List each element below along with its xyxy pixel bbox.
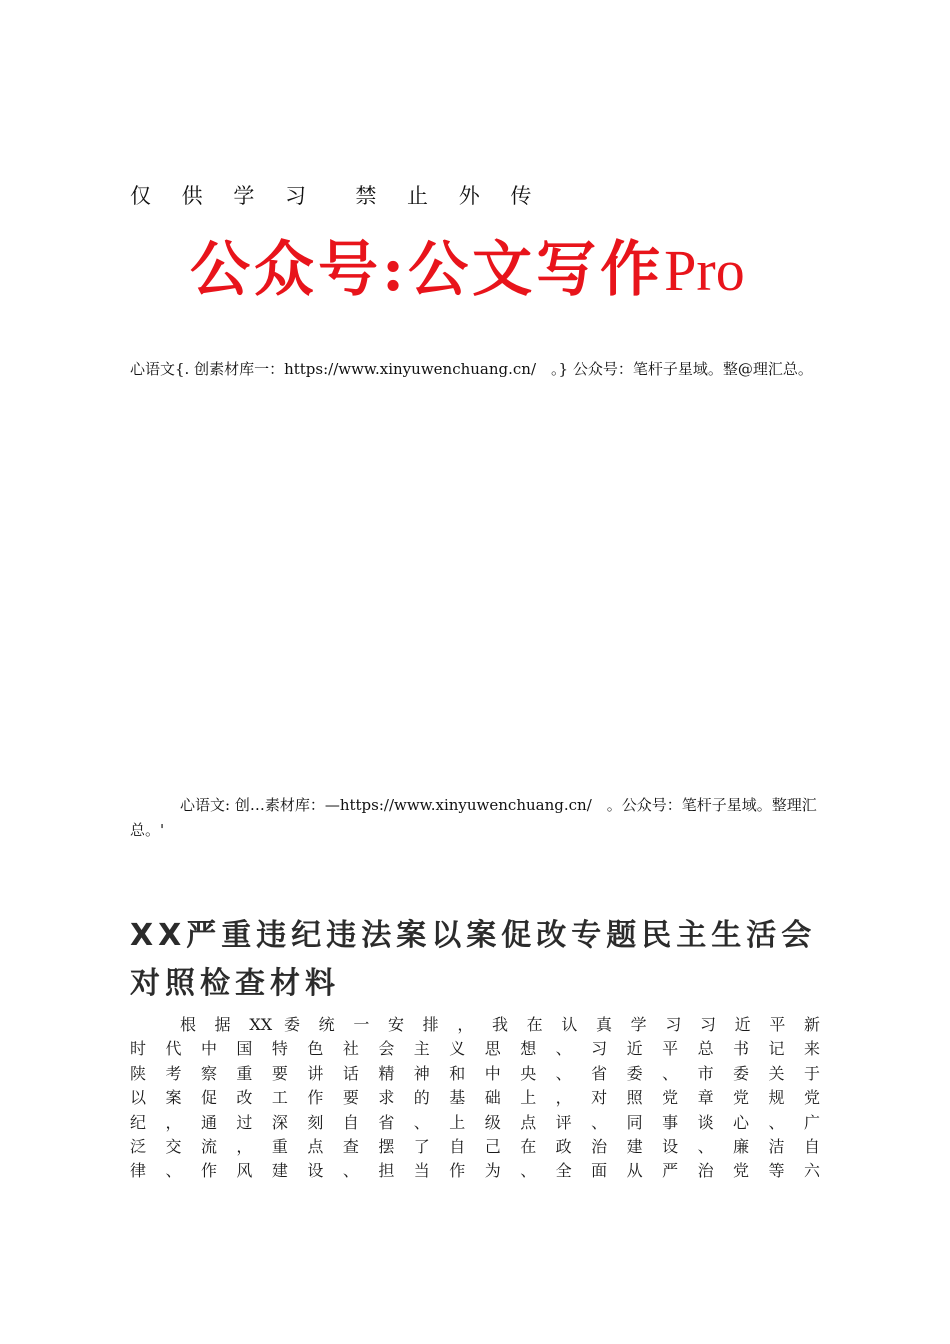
body-line: 律 、 作 风 建 设 、 担 当 作 为 、 全 面 从 严 治 党 等 六 xyxy=(130,1161,820,1181)
document-body xyxy=(130,1013,820,1184)
body-line: 以 案 促 改 工 作 要 求 的 基 础 上 ， 对 照 党 章 党 规 党 xyxy=(130,1088,820,1108)
body-line: 纪 ， 通 过 深 刻 自 省 、 上 级 点 评 、 同 事 谈 心 、 广 xyxy=(130,1112,820,1132)
body-line: 泛 交 流 ， 重 点 查 摆 了 自 己 在 政 治 建 设 、 廉 洁 自 xyxy=(130,1136,820,1156)
restriction-notice: 仅 供 学 习 禁 止 外 传 xyxy=(130,184,544,208)
brand-watermark-title xyxy=(190,222,745,308)
brand-main-text: 公众号:公文写作 xyxy=(190,235,665,305)
brand-suffix-text: Pro xyxy=(664,238,745,303)
document-title: XX严重违纪违法案以案促改专题民主生活会对照检查材料 xyxy=(130,918,817,1001)
body-line: 根 据 XX 委 统 一 安 排 ， 我 在 认 真 学 习 习 近 平 新 xyxy=(180,1015,820,1034)
source-note-1: 心语文{. 创素材库一：https://www.xinyuwenchuang.cn/ 。} 公众号：笔杆子星域。整@理汇总。 xyxy=(130,360,813,378)
source-note-2: 心语文: 创…素材库：—https://www.xinyuwenchuang.cn/ 。公众号：笔杆子星域。整理汇总。' xyxy=(130,796,817,839)
body-line: 陕 考 察 重 要 讲 话 精 神 和 中 央 、 省 委 、 市 委 关 于 xyxy=(130,1063,820,1083)
body-line: 时 代 中 国 特 色 社 会 主 义 思 想 、 习 近 平 总 书 记 来 xyxy=(130,1039,820,1059)
